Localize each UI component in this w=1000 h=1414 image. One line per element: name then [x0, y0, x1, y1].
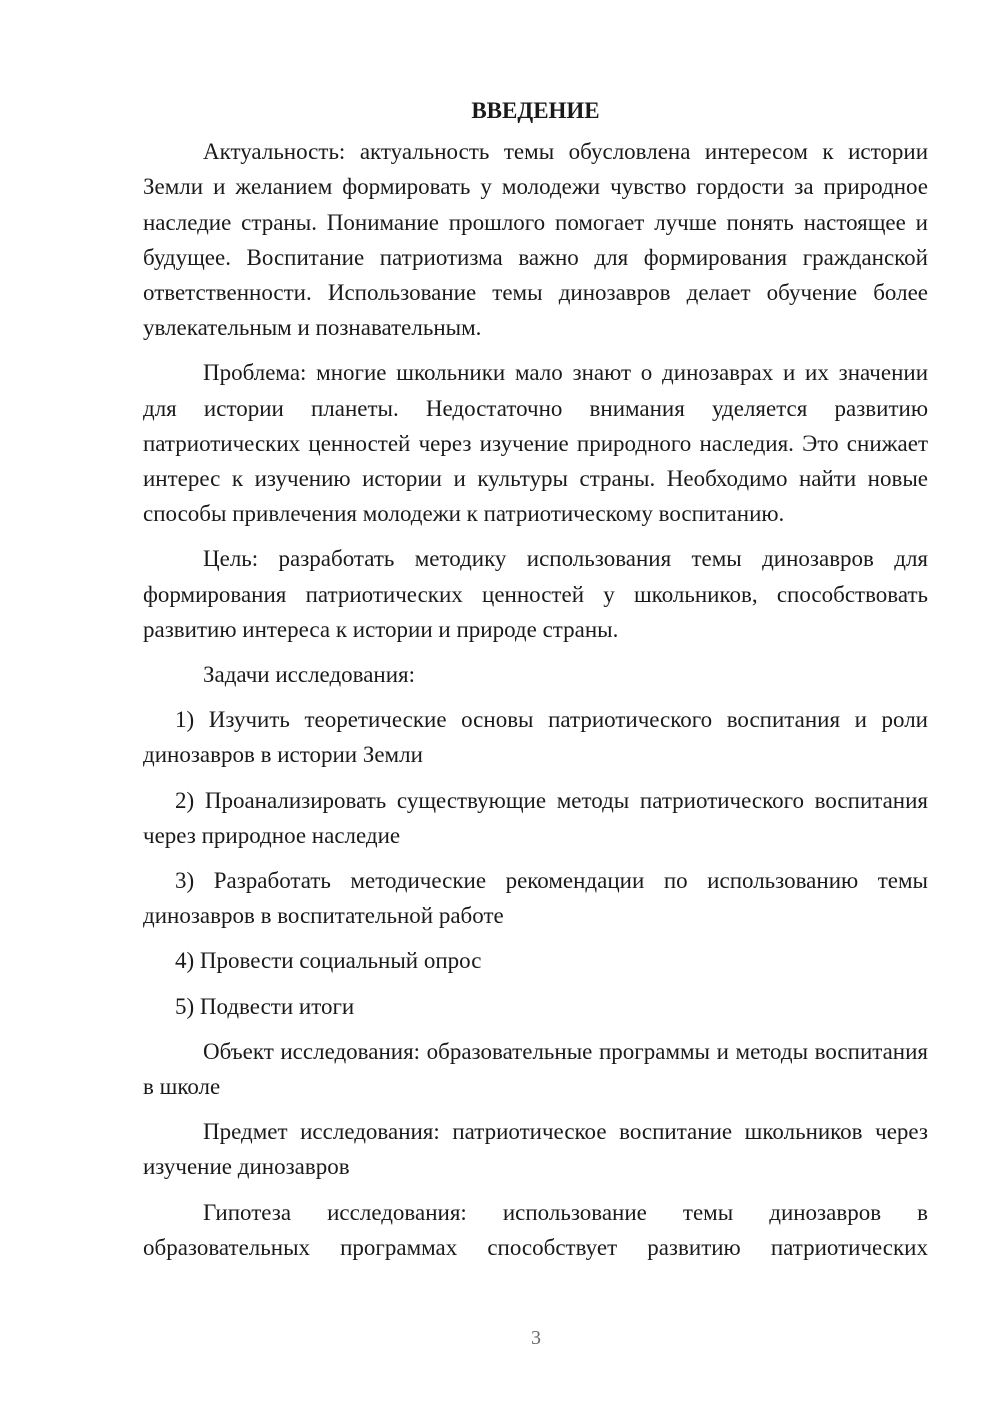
task-item-2: 2) Проанализировать существующие методы патриотического воспитания через природное наследие: [143, 787, 928, 848]
goal-paragraph: Цель: разработать методику использования темы динозавров для формирования патриотических ценностей у школьников, способствовать развитию интереса к истории и природе страны.: [143, 546, 928, 642]
page-number: 3: [531, 1327, 541, 1349]
document-page: [143, 93, 928, 1275]
hypothesis-paragraph: Гипотеза исследования: использование темы динозавров в образовательных программах способствует развитию патриотических: [143, 1199, 928, 1260]
subject-paragraph: Предмет исследования: патриотическое воспитание школьников через изучение динозавров: [143, 1119, 928, 1180]
section-heading: ВВЕДЕНИЕ: [471, 98, 600, 123]
relevance-paragraph: Актуальность: актуальность темы обусловлена интересом к истории Земли и желанием формировать у молодежи чувство гордости за природное наследие страны. Понимание прошлого помогает лучше понять настоящее и будущее. Воспитание патриотизма важно для формирования гражданской ответственности. Использование темы динозавров делает обучение более увлекательным и познавательным.: [143, 139, 928, 341]
task-item-5: 5) Подвести итоги: [175, 993, 355, 1019]
tasks-heading: Задачи исследования:: [203, 662, 416, 688]
task-item-4: 4) Провести социальный опрос: [175, 948, 482, 974]
object-paragraph: Объект исследования: образовательные программы и методы воспитания в школе: [143, 1038, 928, 1100]
task-item-3: 3) Разработать методические рекомендации по использованию темы динозавров в воспитательной работе: [143, 868, 928, 929]
task-item-1: 1) Изучить теоретические основы патриотического воспитания и роли динозавров в истории Земли: [143, 707, 928, 768]
problem-paragraph: Проблема: многие школьники мало знают о динозаврах и их значении для истории планеты. Недостаточно внимания уделяется развитию патриотических ценностей через изучение природного наследия. Это снижает интерес к изучению истории и культуры страны. Необходимо найти новые способы привлечения молодежи к патриотическому воспитанию.: [143, 360, 928, 527]
